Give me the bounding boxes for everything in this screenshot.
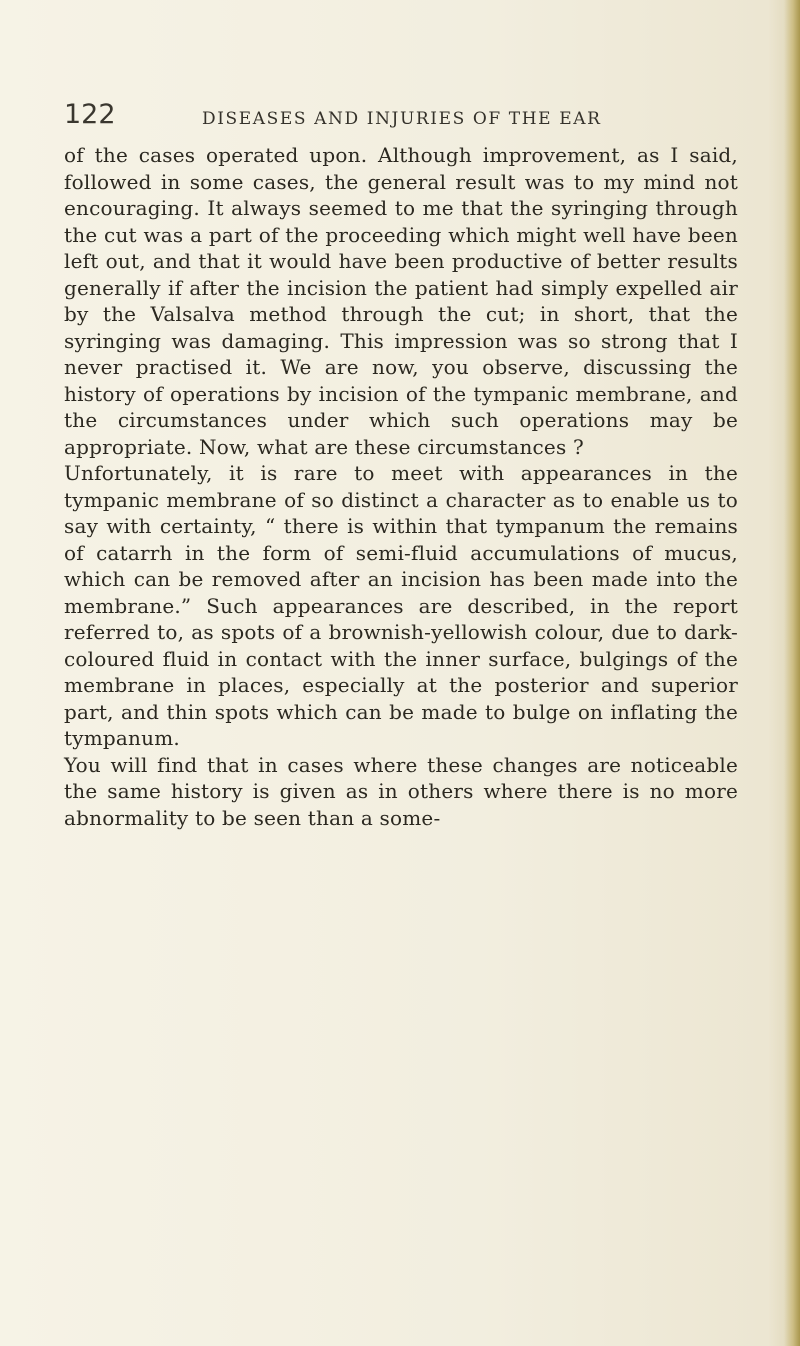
paragraph-2: Unfortunately, it is rare to meet with appearances in the tympanic membrane of so distinct a character as to enable us to say with certainty, “ there is within that tympanum the remains of catarrh in the form of semi-fluid accumulations of mucus, which can be removed after an incision has been made into the membrane.” Such appearances are described, in the report referred to, as spots of a brownish-yellowish colour, due to dark-coloured fluid in contact with the inner surface, bulgings of the membrane in places, especially at the posterior and superior part, and thin spots which can be made to bulge on inflating the tympanum.	[64, 461, 738, 750]
paragraph-1: of the cases operated upon. Although improvement, as I said, followed in some cases, the general result was to my mind not encouraging. It always seemed to me that the syringing through the cut was a part of the proceeding which might well have been left out, and that it would have been productive of better results generally if after the incision the patient had simply expelled air by the Valsalva method through the cut; in short, that the syringing was damaging. This impression was so strong that I never practised it. We are now, you observe, discussing the history of operations by incision of the tympanic membrane, and the circumstances under which such operations may be appropriate. Now, what are these circumstances ?	[64, 143, 738, 459]
body-text	[64, 142, 738, 831]
page-edge-shadow	[784, 0, 800, 1346]
page-header	[64, 95, 744, 135]
running-title: DISEASES AND INJURIES OF THE EAR	[202, 109, 602, 129]
paragraph-3: You will find that in cases where these changes are noticeable the same history is given as in others where there is no more abnormality to be seen than a some-	[64, 752, 738, 830]
page-number: 122	[64, 99, 116, 130]
